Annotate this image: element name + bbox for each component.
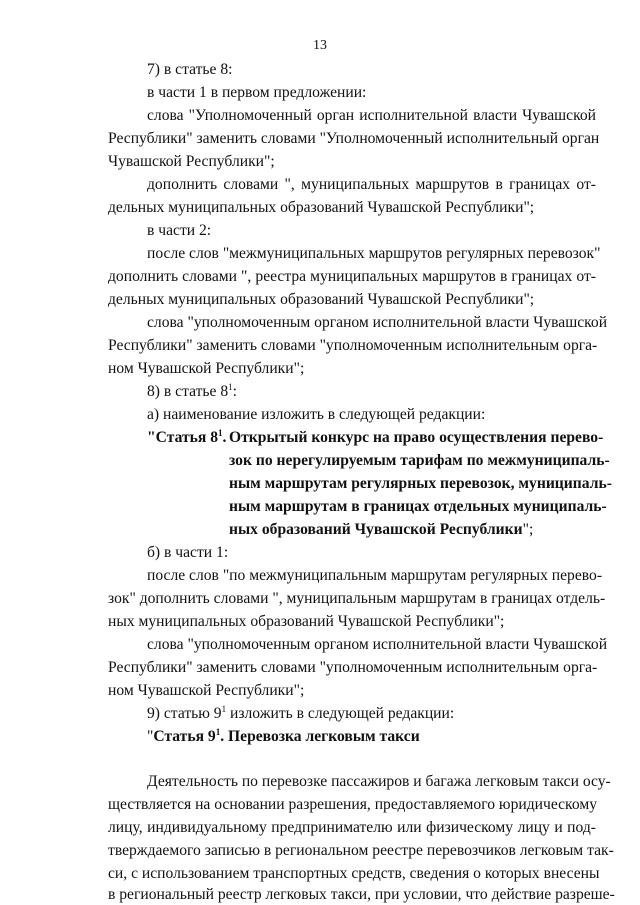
article-8-1-heading: "Статья $8^1$. xyxy=(147,428,227,446)
text-line: слова "уполномоченным органом исполнительной власти Чувашской xyxy=(147,314,608,331)
text-line: лицу, индивидуальному предпринимателю или физическому лицу и под- xyxy=(108,819,596,836)
article-heading-line: ным маршрутам в границах отдельных муниципаль- xyxy=(229,498,607,515)
text-line: тверждаемого записью в региональном реестре перевозчиков легковым так- xyxy=(108,842,614,859)
text-line: в региональный реестр легковых такси, при условии, что действие разреше- xyxy=(108,886,615,903)
text-line: Деятельность по перевозке пассажиров и багажа легковым такси осу- xyxy=(147,773,611,790)
article-heading-line: Открытый конкурс на право осуществления перево- xyxy=(229,429,604,446)
text-line: дельных муниципальных образований Чувашской Республики"; xyxy=(108,291,535,308)
text-line: Чувашской Республики"; xyxy=(108,153,275,170)
text-line: 7) в статье 8: xyxy=(147,61,233,78)
text-line: дополнить словами ", реестра муниципальных маршрутов в границах от- xyxy=(108,268,596,285)
text-line: после слов "межмуниципальных маршрутов регулярных перевозок" xyxy=(147,245,601,262)
text-line: зок" дополнить словами ", муниципальным маршрутам в границах отдель- xyxy=(108,590,606,607)
text-line: Республики" заменить словами "уполномоченным исполнительным орга- xyxy=(108,337,598,354)
text-line: ных муниципальных образований Чувашской Республики"; xyxy=(108,613,505,630)
article-9-1-heading: "Статья $9^1$. Перевозка легковым такси xyxy=(147,727,420,745)
text-line: а) наименование изложить в следующей редакции: xyxy=(147,406,486,423)
article-heading-line: ных образований Чувашской Республики"; xyxy=(229,521,534,538)
text-line: ном Чувашской Республики"; xyxy=(108,682,305,699)
text-line: в части 2: xyxy=(147,222,212,239)
text-line: си, с использованием транспортных средств, сведения о которых внесены xyxy=(108,865,600,882)
text-line: дельных муниципальных образований Чувашской Республики"; xyxy=(108,199,535,216)
text-line: Республики" заменить словами "Уполномоченный исполнительный орган xyxy=(108,130,600,147)
text-line: слова "Уполномоченный орган исполнительной власти Чувашской xyxy=(147,107,596,124)
text-line: Республики" заменить словами "уполномоченным исполнительным орга- xyxy=(108,659,598,676)
text-line: б) в части 1: xyxy=(147,544,229,561)
text-line: после слов "по межмуниципальным маршрутам регулярных перево- xyxy=(147,567,603,584)
text-line: 8) в статье $8^1$: xyxy=(147,382,237,400)
text-line: ществляется на основании разрешения, предоставляемого юридическому xyxy=(108,796,598,813)
text-line: в части 1 в первом предложении: xyxy=(147,84,367,101)
text-line: 9) статью $9^1$ изложить в следующей редакции: xyxy=(147,704,455,722)
article-heading-line: зок по нерегулируемым тарифам по межмуниципаль- xyxy=(229,452,610,469)
article-heading-line: ным маршрутам регулярных перевозок, муниципаль- xyxy=(229,475,612,492)
text-line: ном Чувашской Республики"; xyxy=(108,360,305,377)
page-number: 13 xyxy=(313,38,327,53)
text-line: дополнить словами ", муниципальных маршрутов в границах от- xyxy=(147,176,596,193)
text-line: слова "уполномоченным органом исполнительной власти Чувашской xyxy=(147,636,608,653)
